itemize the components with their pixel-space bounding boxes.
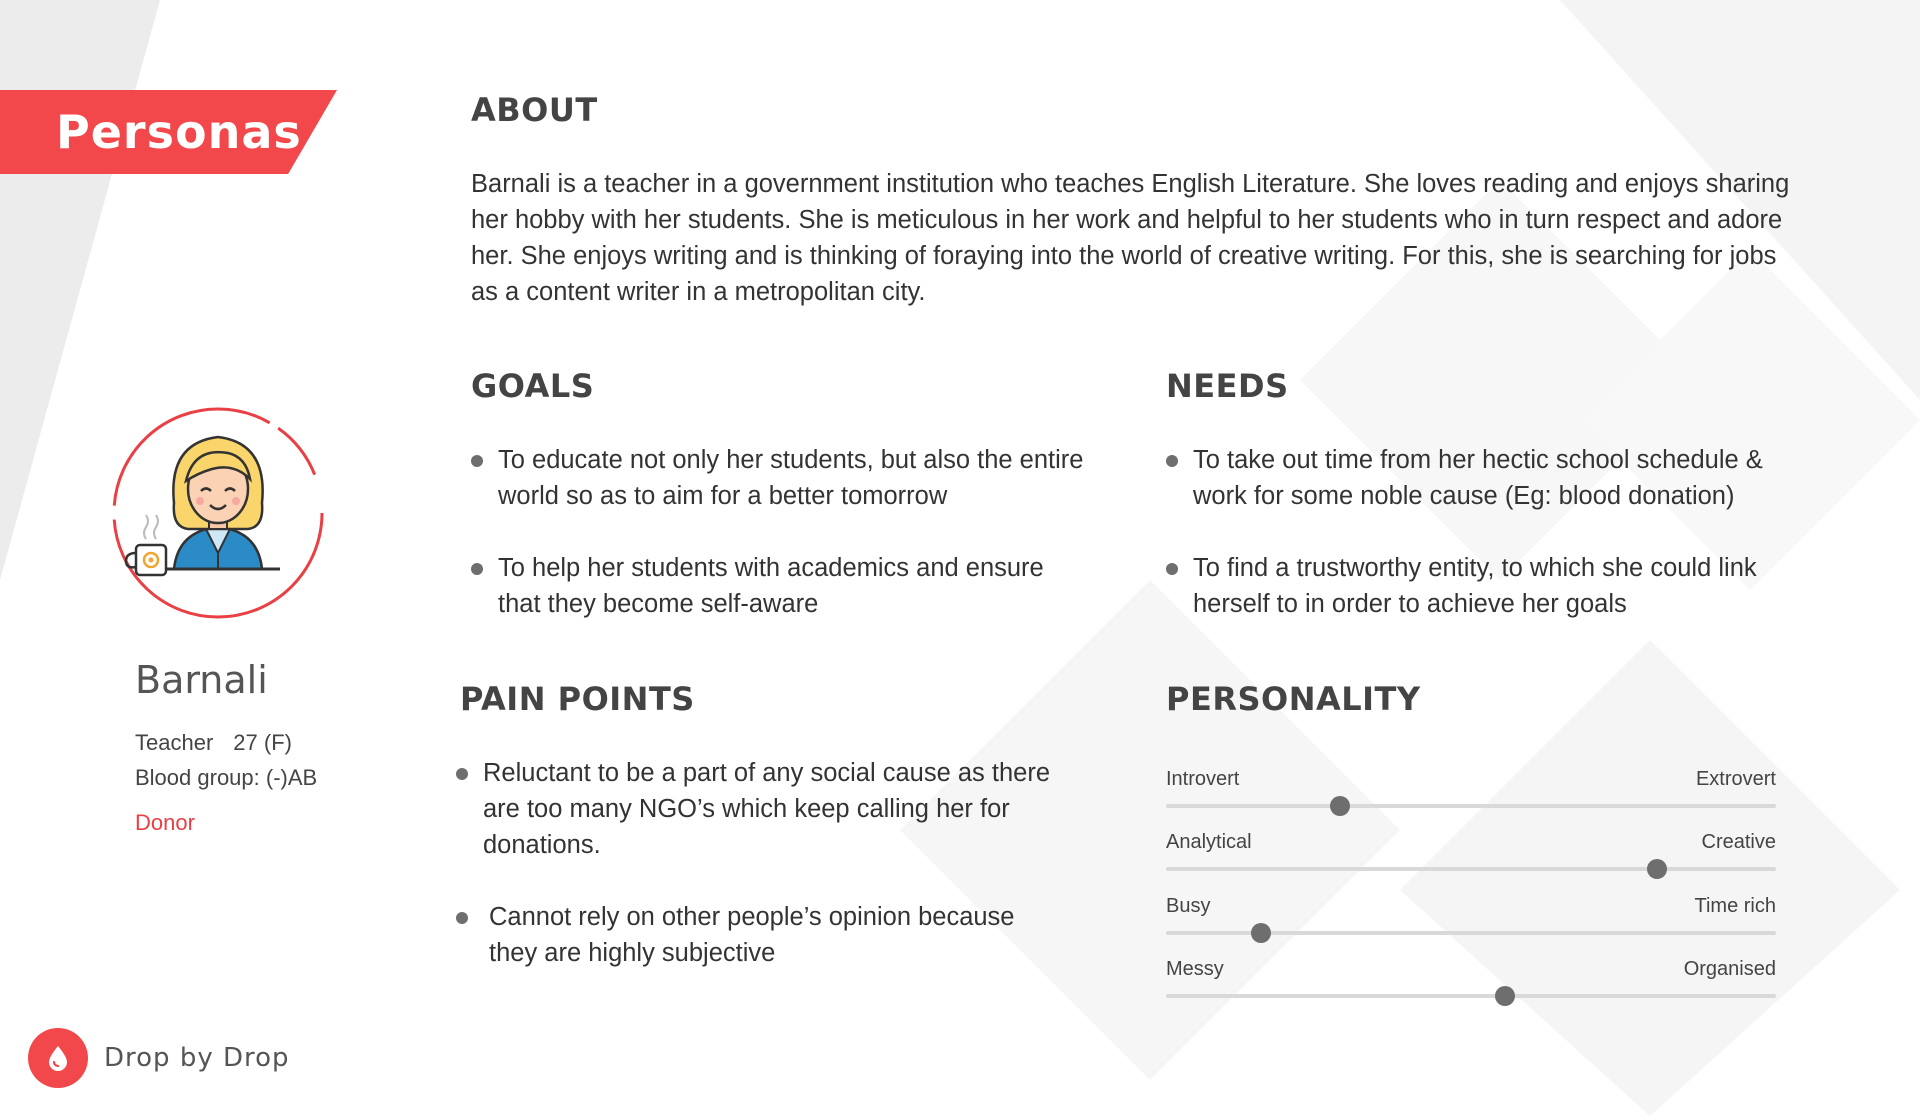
bullet-icon — [456, 768, 468, 780]
slider-track — [1166, 804, 1776, 808]
list-item: Reluctant to be a part of any social cause as there are too many NGO’s which keep calling her for donations. — [456, 755, 1056, 863]
persona-type: Donor — [135, 810, 195, 835]
needs-heading: NEEDS — [1166, 367, 1289, 405]
bullet-icon — [471, 455, 483, 467]
persona-name: Barnali — [135, 658, 268, 702]
pain-points-heading: PAIN POINTS — [460, 680, 695, 718]
slider-knob — [1251, 923, 1271, 943]
slider-left-label: Messy — [1166, 958, 1224, 980]
bullet-icon — [1166, 455, 1178, 467]
needs-list — [1166, 442, 1806, 658]
bullet-icon — [456, 912, 468, 924]
slider-left-label: Analytical — [1166, 831, 1252, 853]
slider-knob — [1647, 859, 1667, 879]
persona-blood-group: Blood group: (-)AB — [135, 765, 318, 790]
bullet-icon — [1166, 563, 1178, 575]
persona-avatar — [108, 403, 328, 623]
brand-name: Drop by Drop — [104, 1043, 290, 1073]
slider-right-label: Extrovert — [1695, 768, 1776, 790]
slider-knob — [1495, 986, 1515, 1006]
slider-right-label: Organised — [1683, 958, 1776, 980]
personality-slider-busy-time-rich — [1166, 895, 1776, 951]
list-item: To help her students with academics and ensure that they become self-aware — [471, 550, 1091, 622]
occupation-age-row — [135, 725, 317, 760]
slider-left-label: Introvert — [1166, 768, 1240, 790]
persona-age: 27 (F) — [233, 730, 292, 755]
slider-left-label: Busy — [1166, 895, 1211, 917]
page-title: Personas — [56, 105, 302, 159]
slider-knob — [1330, 796, 1350, 816]
persona-occupation: Teacher — [135, 730, 214, 755]
slider-track — [1166, 931, 1776, 935]
personality-slider-messy-organised — [1166, 958, 1776, 1014]
bullet-icon — [471, 563, 483, 575]
personality-slider-introvert-extrovert — [1166, 768, 1776, 824]
persona-details — [135, 725, 317, 795]
about-text: Barnali is a teacher in a government institution who teaches English Literature. She loves reading and enjoys sharing her hobby with her students. She is meticulous in her work and helpful to her students who in turn respect and adore her. She enjoys writing and is thinking of foraying into the world of creative writing. For this, she is searching for jobs as a content writer in a metropolitan city. — [471, 170, 1790, 306]
slider-right-label: Time rich — [1694, 895, 1776, 917]
drop-icon — [28, 1028, 88, 1088]
slider-track — [1166, 867, 1776, 871]
goals-heading: GOALS — [471, 367, 595, 405]
list-item: To take out time from her hectic school schedule & work for some noble cause (Eg: blood donation) — [1166, 442, 1806, 514]
teacher-avatar-icon — [108, 403, 328, 623]
pain-points-list — [456, 755, 1056, 1007]
list-item: Cannot rely on other people’s opinion because they are highly subjective — [456, 899, 1056, 971]
list-item: To find a trustworthy entity, to which she could link herself to in order to achieve her goals — [1166, 550, 1806, 622]
about-heading: ABOUT — [471, 91, 598, 129]
brand — [28, 1028, 290, 1088]
list-item: To educate not only her students, but also the entire world so as to aim for a better tomorrow — [471, 442, 1091, 514]
slider-track — [1166, 994, 1776, 998]
slider-right-label: Creative — [1701, 831, 1776, 853]
personality-heading: PERSONALITY — [1166, 680, 1421, 718]
personality-slider-analytical-creative — [1166, 831, 1776, 887]
goals-list — [471, 442, 1091, 658]
